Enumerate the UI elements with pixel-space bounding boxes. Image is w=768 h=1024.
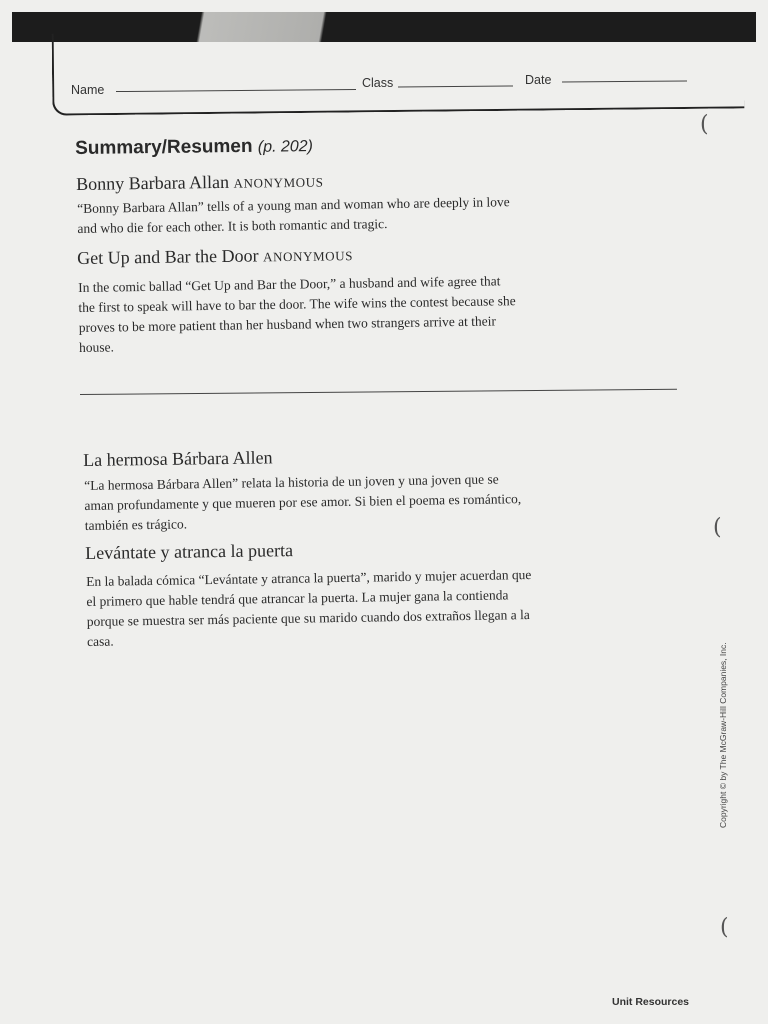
binder-hole-mark: ( <box>720 915 729 940</box>
binder-hole-mark: ( <box>713 515 722 540</box>
text-line: proves to be more patient than her husband when two strangers arrive at their <box>78 313 497 335</box>
footer-label: Unit Resources <box>612 996 690 1008</box>
summary-barbara-es <box>84 469 522 536</box>
section-title-door <box>77 244 353 269</box>
section-title-bonny <box>76 171 324 195</box>
section-author: ANONYMOUS <box>233 174 324 191</box>
text-line: también es trágico. <box>84 516 188 533</box>
name-label: Name <box>71 83 105 97</box>
copyright-notice: Copyright © by The McGraw-Hill Companies, Inc. <box>718 642 728 828</box>
section-title-puerta-es <box>85 540 293 564</box>
text-line: “Bonny Barbara Allan” tells of a young man and woman who are deeply in love <box>77 194 510 216</box>
page-title <box>75 135 313 160</box>
class-label: Class <box>362 76 394 90</box>
page-title-text: Summary/Resumen <box>75 135 253 159</box>
summary-bonny <box>77 192 510 239</box>
text-line: aman profundamente y que mueren por ese amor. Si bien el poema es romántico, <box>84 491 522 513</box>
name-box-frame <box>52 26 745 115</box>
text-line: house. <box>78 339 115 355</box>
text-line: porque se muestra ser más paciente que su marido cuando dos extraños llegan a la <box>86 607 530 629</box>
page-reference: (p. 202) <box>257 138 314 156</box>
section-title-text: Levántate y atranca la puerta <box>85 540 294 563</box>
section-title-text: Bonny Barbara Allan <box>76 171 230 194</box>
binder-hole-mark: ( <box>700 112 709 137</box>
section-title-barbara-es <box>83 447 273 471</box>
text-line: the first to speak will have to bar the door. The wife wins the contest because she <box>78 293 516 315</box>
date-label: Date <box>525 73 552 87</box>
section-title-text: La hermosa Bárbara Allen <box>83 447 273 470</box>
section-author: ANONYMOUS <box>262 248 354 265</box>
text-line: In the comic ballad “Get Up and Bar the Door,” a husband and wife agree that <box>78 273 501 295</box>
section-divider <box>80 389 677 395</box>
summary-puerta-es <box>86 565 532 652</box>
text-line: En la balada cómica “Levántate y atranca la puerta”, marido y mujer acuerdan que <box>86 567 532 589</box>
text-line: casa. <box>86 633 114 649</box>
section-title-text: Get Up and Bar the Door <box>77 245 259 268</box>
text-line: “La hermosa Bárbara Allen” relata la historia de un joven y una joven que se <box>84 471 499 493</box>
text-line: and who die for each other. It is both romantic and tragic. <box>77 216 388 236</box>
summary-door <box>78 271 516 358</box>
text-line: el primero que hable tendrá que atrancar la puerta. La mujer gana la contienda <box>86 587 509 609</box>
